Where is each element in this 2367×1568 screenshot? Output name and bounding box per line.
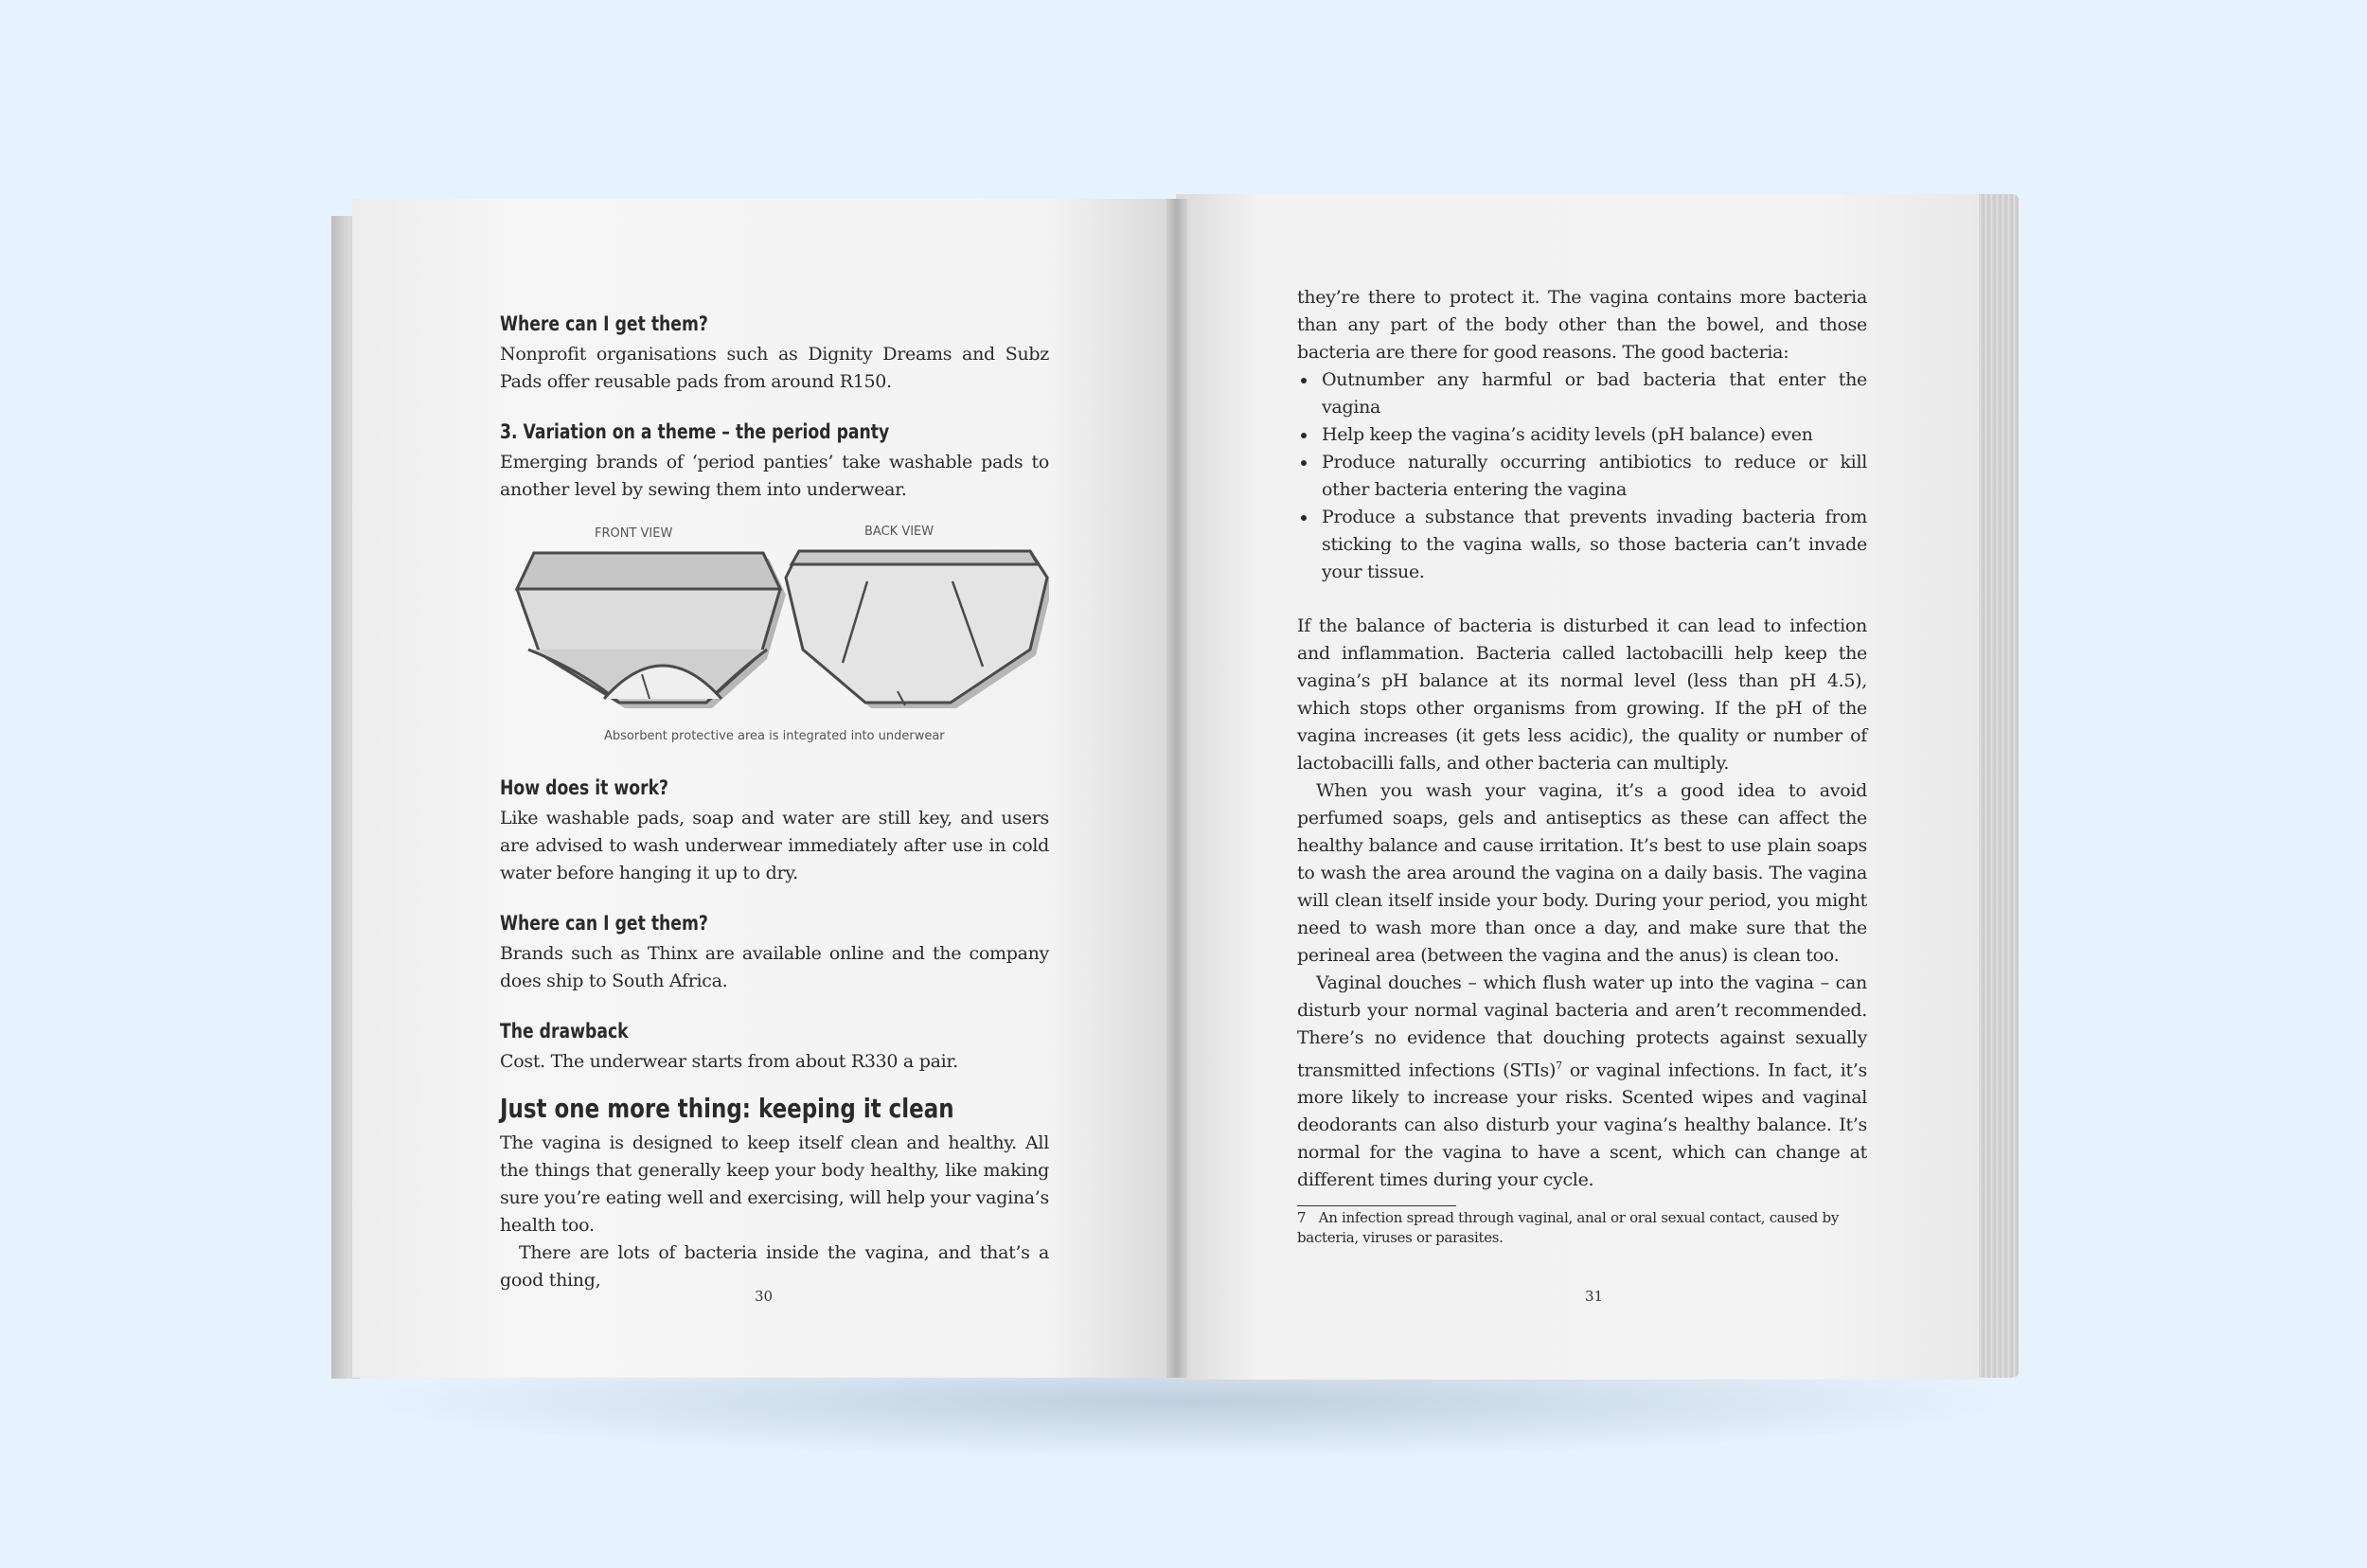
right-page-content — [1297, 284, 1867, 1194]
back-view-drawing — [786, 551, 1049, 708]
intro-text: they’re there to protect it. The vagina contains more bacteria than any part of the body other than the bowel, and those bacteria are there for good reasons. The good bacteria: — [1297, 287, 1867, 363]
footnote — [1297, 1208, 1870, 1248]
front-view-label: FRONT VIEW — [595, 526, 673, 541]
where-section-1 — [500, 312, 1049, 396]
paragraph-douches-text-cont: or vaginal infections. In fact, it’s more likely to increase your risks. Scented wipes and vaginal deodorants can also disturb your vagina’s healthy balance. It’s normal for the vagina to have a scent, which can change at different times during your cycle. — [1297, 1060, 1868, 1191]
section-heading: 3. Variation on a theme – the period panty — [500, 420, 890, 443]
paragraph-balance: If the balance of bacteria is disturbed it can lead to infection and inflammation. Bacteria called lactobacilli help keep the vagina’s pH balance at its normal level (less than pH 4.5), which stops other organisms from growing. If the pH of the vagina increases (it gets less acidic), the quality or number of lactobacilli falls, and other bacteria can multiply. — [1297, 615, 1867, 774]
list-item: • Outnumber any harmful or bad bacteria that enter the vagina — [1318, 366, 1867, 421]
section-text: The vagina is designed to keep itself clean and healthy. All the things that generally keep your body healthy, like making sure you’re eating well and exercising, will help your vagina’s health too. — [500, 1132, 1049, 1236]
underwear-illustration — [500, 540, 1049, 729]
footnote-divider — [1297, 1205, 1456, 1206]
how-section — [500, 776, 1049, 887]
where-section-2 — [500, 912, 1049, 995]
section-heading: Where can I get them? — [500, 912, 708, 935]
section-text: Emerging brands of ‘period panties’ take washable pads to another level by sewing them into underwear. — [500, 452, 1049, 500]
period-panty-figure — [500, 521, 1049, 748]
paragraph-washing: When you wash your vagina, it’s a good idea to avoid perfumed soaps, gels and antiseptics as these can affect the healthy balance and cause irritation. It’s best to use plain soaps to wash the area around the vagina on a daily basis. The vagina will clean itself inside your body. During your period, you might need to wash more than once a day, and make sure that the perineal area (between the vagina and the anus) is clean too. — [1297, 780, 1867, 966]
page-number-right: 31 — [1585, 1288, 1604, 1305]
figure-caption: Absorbent protective area is integrated into underwear — [604, 729, 945, 743]
bacteria-list — [1297, 366, 1867, 586]
drawback-section — [500, 1020, 1049, 1076]
variation-section — [500, 420, 1049, 504]
footnote-reference[interactable]: 7 — [1556, 1060, 1562, 1072]
list-item: • Produce naturally occurring antibiotics to reduce or kill other bacteria entering the vagina — [1318, 449, 1867, 504]
footnote-text: An infection spread through vaginal, anal or oral sexual contact, caused by bacteria, viruses or parasites. — [1297, 1209, 1840, 1246]
clean-section — [500, 1093, 1049, 1294]
section-text: Nonprofit organisations such as Dignity Dreams and Subz Pads offer reusable pads from around R150. — [500, 344, 1049, 392]
footnote-number: 7 — [1297, 1209, 1307, 1226]
page-number-left: 30 — [755, 1288, 774, 1305]
list-item: • Produce a substance that prevents invading bacteria from sticking to the vagina walls, so those bacteria can’t invade your tissue. — [1318, 504, 1867, 586]
back-view-label: BACK VIEW — [864, 525, 934, 539]
section-text: Cost. The underwear starts from about R330 a pair. — [500, 1051, 958, 1072]
section-text: Like washable pads, soap and water are still key, and users are advised to wash underwear immediately after use in cold water before hanging it up to dry. — [500, 808, 1049, 883]
section-heading: Just one more thing: keeping it clean — [500, 1093, 954, 1124]
left-page-content — [500, 312, 1049, 1294]
list-item: • Help keep the vagina’s acidity levels (pH balance) even — [1318, 421, 1867, 449]
book-gutter — [1166, 199, 1187, 1378]
paragraph-douches — [1297, 970, 1867, 1194]
section-heading: Where can I get them? — [500, 312, 708, 335]
section-heading: How does it work? — [500, 776, 669, 799]
section-text: Brands such as Thinx are available online and the company does ship to South Africa. — [500, 943, 1049, 991]
paragraph-douches-text: Vaginal douches – which flush water up into the vagina – can disturb your normal vaginal bacteria and aren’t recommended. There’s no evidence that douching protects against sexually transmitted infections (STIs) — [1297, 972, 1867, 1081]
section-text: There are lots of bacteria inside the vagina, and that’s a good thing, — [500, 1242, 1049, 1291]
front-view-drawing — [517, 553, 786, 708]
section-heading: The drawback — [500, 1020, 629, 1042]
